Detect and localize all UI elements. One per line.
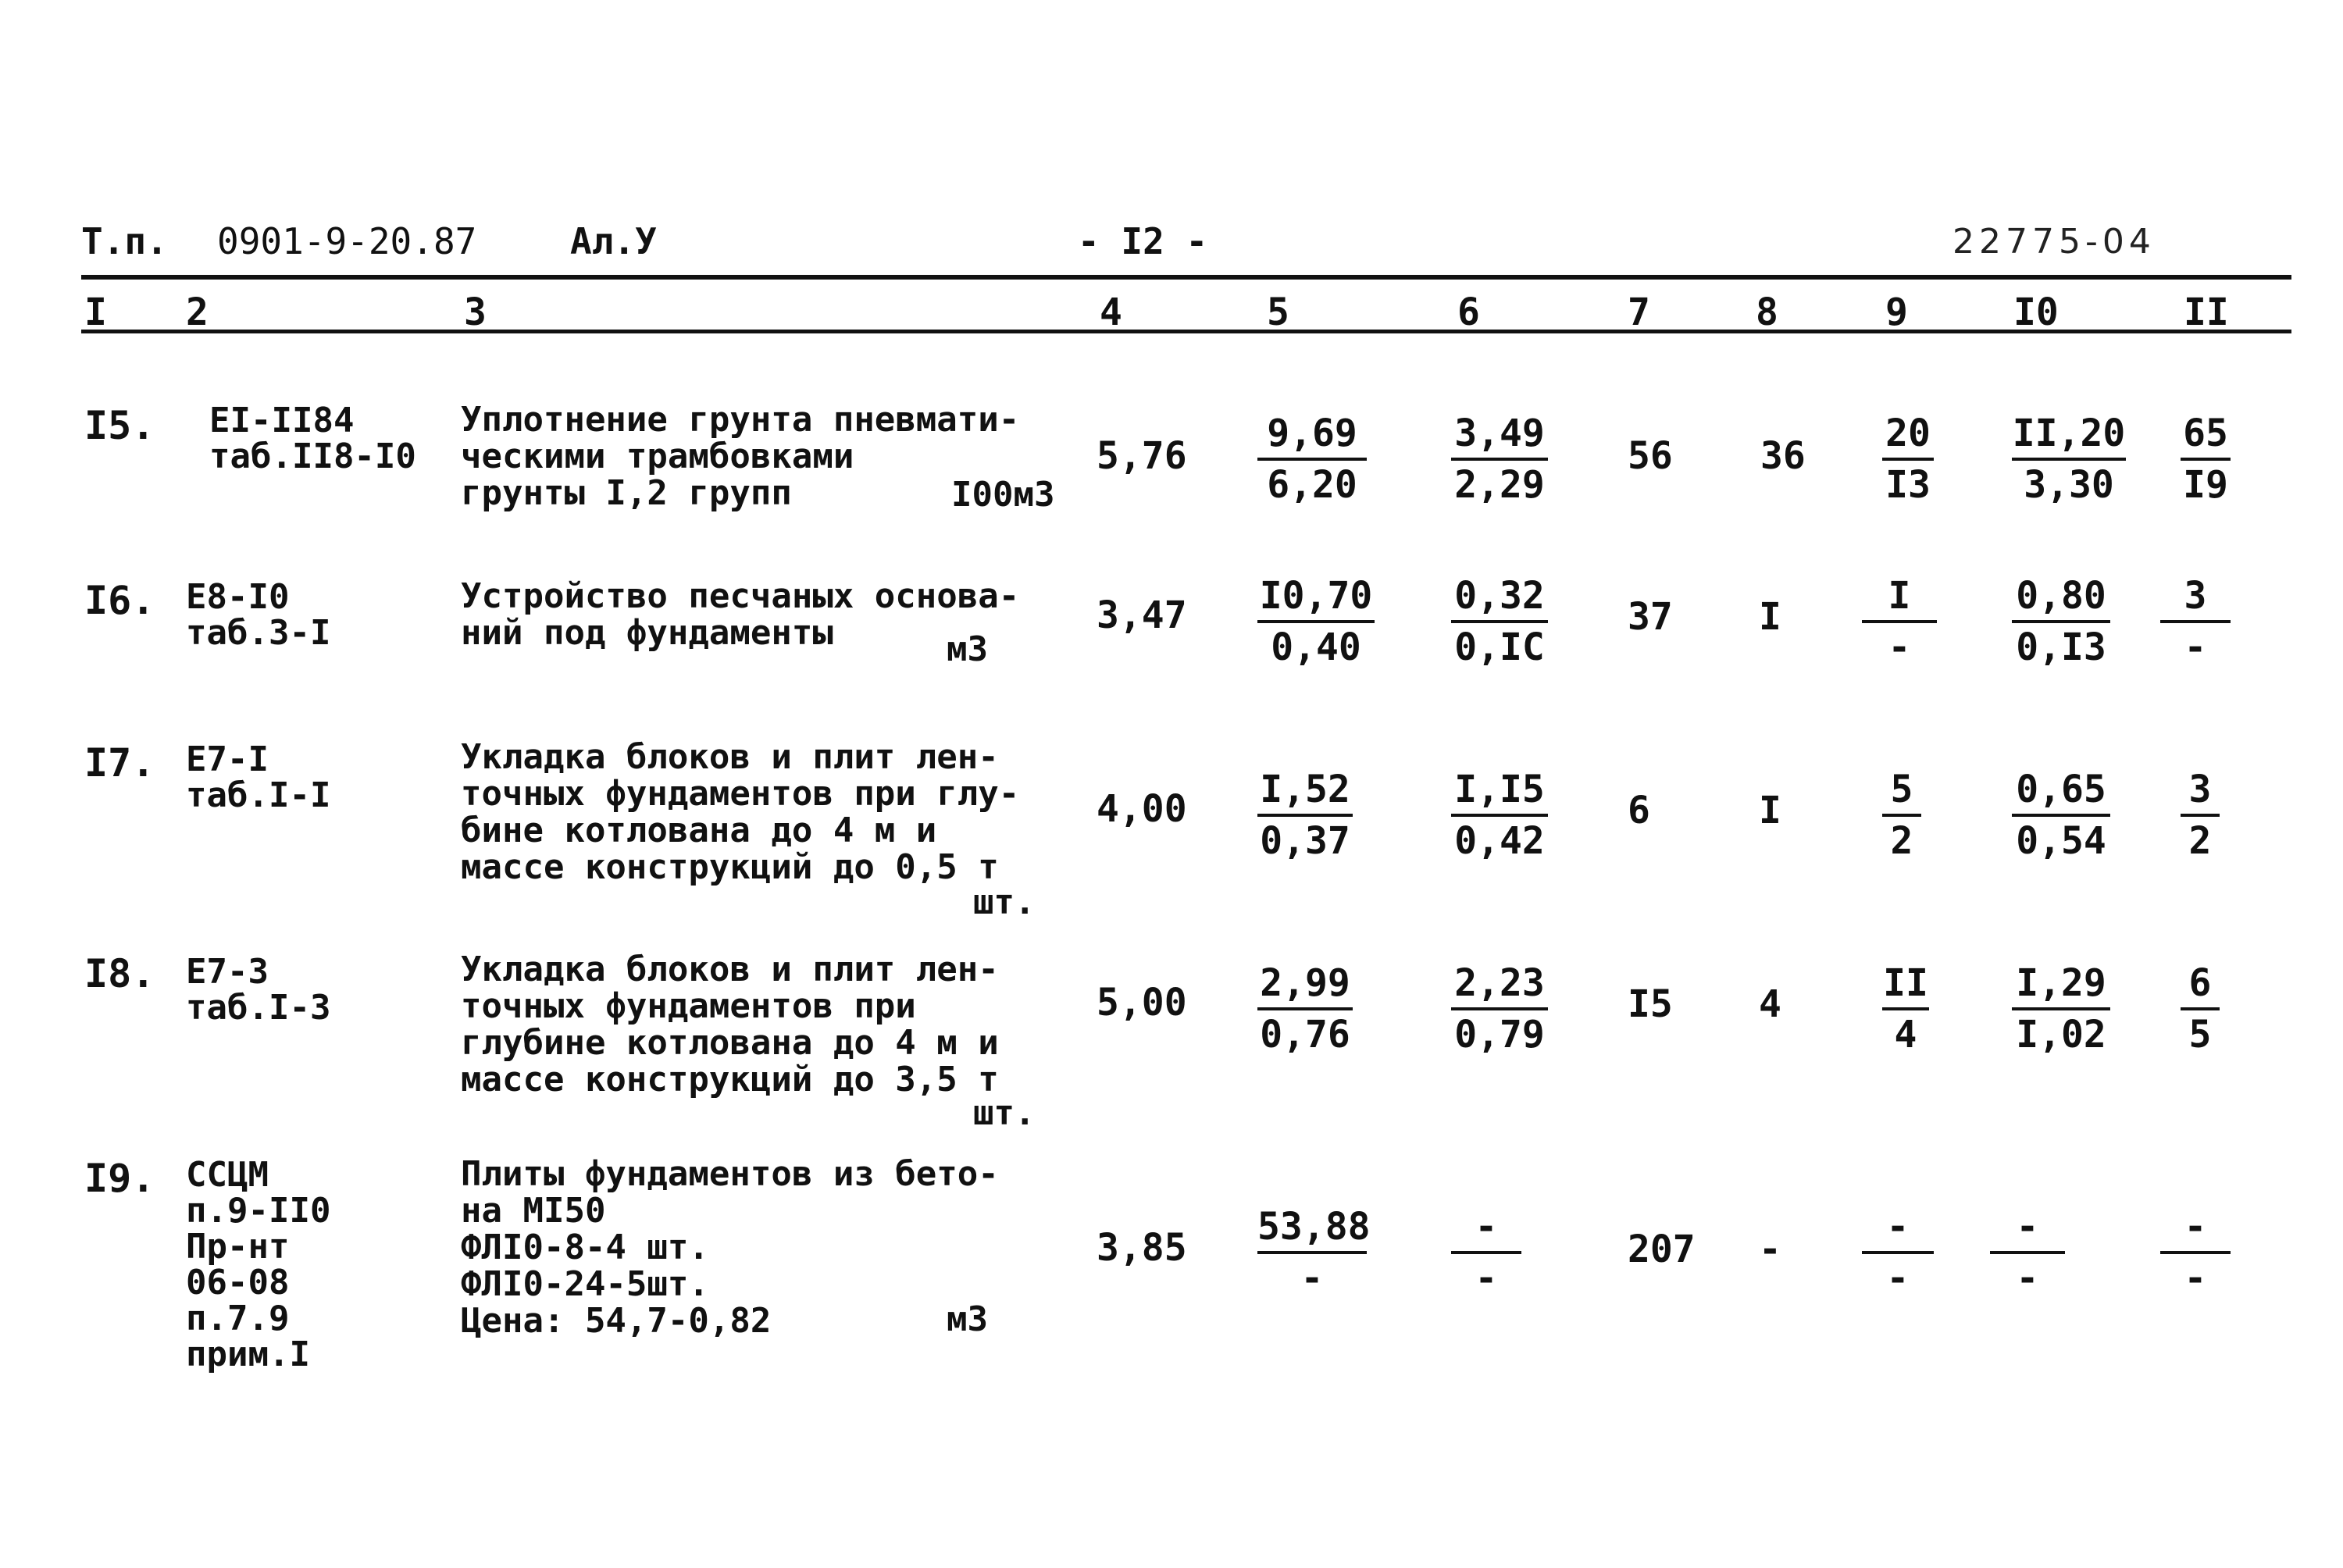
fraction-cell: I - bbox=[1862, 575, 1937, 672]
column-number: II bbox=[2184, 290, 2229, 334]
quantity: 5,76 bbox=[1097, 434, 1187, 478]
work-description: Уплотнение грунта пневмати- ческими трамбовками грунты I,2 групп bbox=[461, 400, 1020, 513]
value-cell: 207 bbox=[1628, 1228, 1696, 1271]
fraction-cell: $\frac{I,I5}{0,42}$ bbox=[1451, 768, 1548, 865]
fraction-cell: $\frac{0,65}{0,54}$ bbox=[2012, 768, 2110, 865]
value-cell: I5 bbox=[1628, 982, 1673, 1026]
fraction-cell: 3 - bbox=[2160, 575, 2231, 672]
column-number: I bbox=[84, 290, 107, 334]
fraction-cell: $\frac{2,23}{0,79}$ bbox=[1451, 962, 1548, 1059]
column-number: 4 bbox=[1100, 290, 1122, 334]
fraction-cell: $\frac{20}{I3}$ bbox=[1882, 412, 1934, 509]
value-cell: 56 bbox=[1628, 434, 1673, 478]
fraction-cell: - - bbox=[1451, 1206, 1521, 1303]
column-number: 9 bbox=[1885, 290, 1908, 334]
fraction-cell: $\frac{9,69}{6,20}$ bbox=[1257, 412, 1367, 509]
fraction-cell: $\frac{5}{2}$ bbox=[1882, 768, 1921, 865]
value-cell: 4 bbox=[1759, 982, 1781, 1026]
unit: шт. bbox=[973, 1093, 1036, 1133]
column-number: 8 bbox=[1756, 290, 1778, 334]
inventory-number: 22775-04 bbox=[1952, 222, 2156, 262]
album-label: Ал.У bbox=[570, 220, 657, 262]
header-bottom-rule bbox=[81, 330, 2291, 333]
row-number: I7. bbox=[84, 740, 155, 786]
unit: I00м3 bbox=[951, 475, 1055, 515]
norm-code: E8-I0 таб.3-I bbox=[186, 577, 331, 653]
column-number: 5 bbox=[1267, 290, 1289, 334]
value-cell: 6 bbox=[1628, 789, 1650, 832]
row-number: I6. bbox=[84, 578, 155, 623]
fraction-cell: $\frac{6}{5}$ bbox=[2181, 962, 2220, 1059]
value-cell: - bbox=[1759, 1228, 1781, 1271]
work-description: Устройство песчаных основа- ний под фундаменты bbox=[461, 576, 1020, 653]
fraction-cell: $\frac{II,20}{3,30}$ bbox=[2012, 412, 2126, 507]
row-number: I5. bbox=[84, 403, 155, 448]
fraction-cell: $\frac{I,29}{I,02}$ bbox=[2012, 962, 2110, 1059]
fraction-cell: $\frac{I0,70}{0,40}$ bbox=[1257, 575, 1375, 672]
norm-code: ССЦМ п.9-II0 Пр-нт 06-08 п.7.9 прим.I bbox=[186, 1155, 331, 1374]
value-cell: 37 bbox=[1628, 595, 1673, 639]
work-description: Укладка блоков и плит лен- точных фундаментов при глубине котлована до 4 м и массе конструкций до 3,5 т bbox=[461, 950, 999, 1099]
fraction-cell: $\frac{3}{2}$ bbox=[2181, 768, 2220, 865]
unit: м3 bbox=[947, 1299, 988, 1339]
fraction-cell: $\frac{0,80}{0,I3}$ bbox=[2012, 575, 2110, 672]
project-code: 0901-9-20.87 bbox=[217, 220, 477, 262]
work-description: Плиты фундаментов из бето- на MI50 ФЛI0-8-4 шт. ФЛI0-24-5шт. Цена: 54,7-0,82 bbox=[461, 1154, 999, 1341]
fraction-cell: $\frac{0,32}{0,IC}$ bbox=[1451, 575, 1548, 672]
fraction-cell: $\frac{2,99}{0,76}$ bbox=[1257, 962, 1353, 1059]
column-number: 7 bbox=[1628, 290, 1650, 334]
quantity: 5,00 bbox=[1097, 981, 1187, 1025]
row-number: I8. bbox=[84, 951, 155, 996]
quantity: 3,85 bbox=[1097, 1226, 1187, 1270]
value-cell: I bbox=[1759, 789, 1781, 832]
norm-code: EI-II84 таб.II8-I0 bbox=[209, 401, 416, 476]
row-number: I9. bbox=[84, 1156, 155, 1201]
fraction-cell: $\frac{3,49}{2,29}$ bbox=[1451, 412, 1548, 509]
fraction-cell: - - bbox=[2160, 1206, 2231, 1303]
fraction-cell: $\frac{I,52}{0,37}$ bbox=[1257, 768, 1353, 865]
unit: шт. bbox=[973, 882, 1036, 922]
work-description: Укладка блоков и плит лен- точных фундаментов при глу- бине котлована до 4 м и массе конструкций до 0,5 т bbox=[461, 737, 1020, 887]
fraction-cell: 53,88 - bbox=[1257, 1205, 1371, 1300]
column-number: 3 bbox=[464, 290, 487, 334]
fraction-cell: $\frac{II}{4}$ bbox=[1883, 961, 1928, 1057]
quantity: 3,47 bbox=[1097, 593, 1187, 637]
fraction-cell: - - bbox=[1862, 1206, 1934, 1303]
unit: м3 bbox=[947, 629, 988, 669]
tp-label: Т.п. bbox=[81, 220, 168, 262]
page-number: - I2 - bbox=[1078, 220, 1208, 262]
norm-code: E7-I таб.I-I bbox=[186, 739, 331, 815]
column-number: 6 bbox=[1457, 290, 1480, 334]
fraction-cell: $\frac{65}{I9}$ bbox=[2181, 412, 2231, 509]
fraction-cell: - - bbox=[1990, 1206, 2065, 1303]
quantity: 4,00 bbox=[1097, 787, 1187, 831]
column-number: I0 bbox=[2013, 290, 2059, 334]
header-top-rule bbox=[81, 275, 2291, 280]
norm-code: E7-3 таб.I-3 bbox=[186, 952, 331, 1028]
column-number: 2 bbox=[186, 290, 209, 334]
value-cell: 36 bbox=[1760, 434, 1806, 478]
value-cell: I bbox=[1759, 595, 1781, 639]
